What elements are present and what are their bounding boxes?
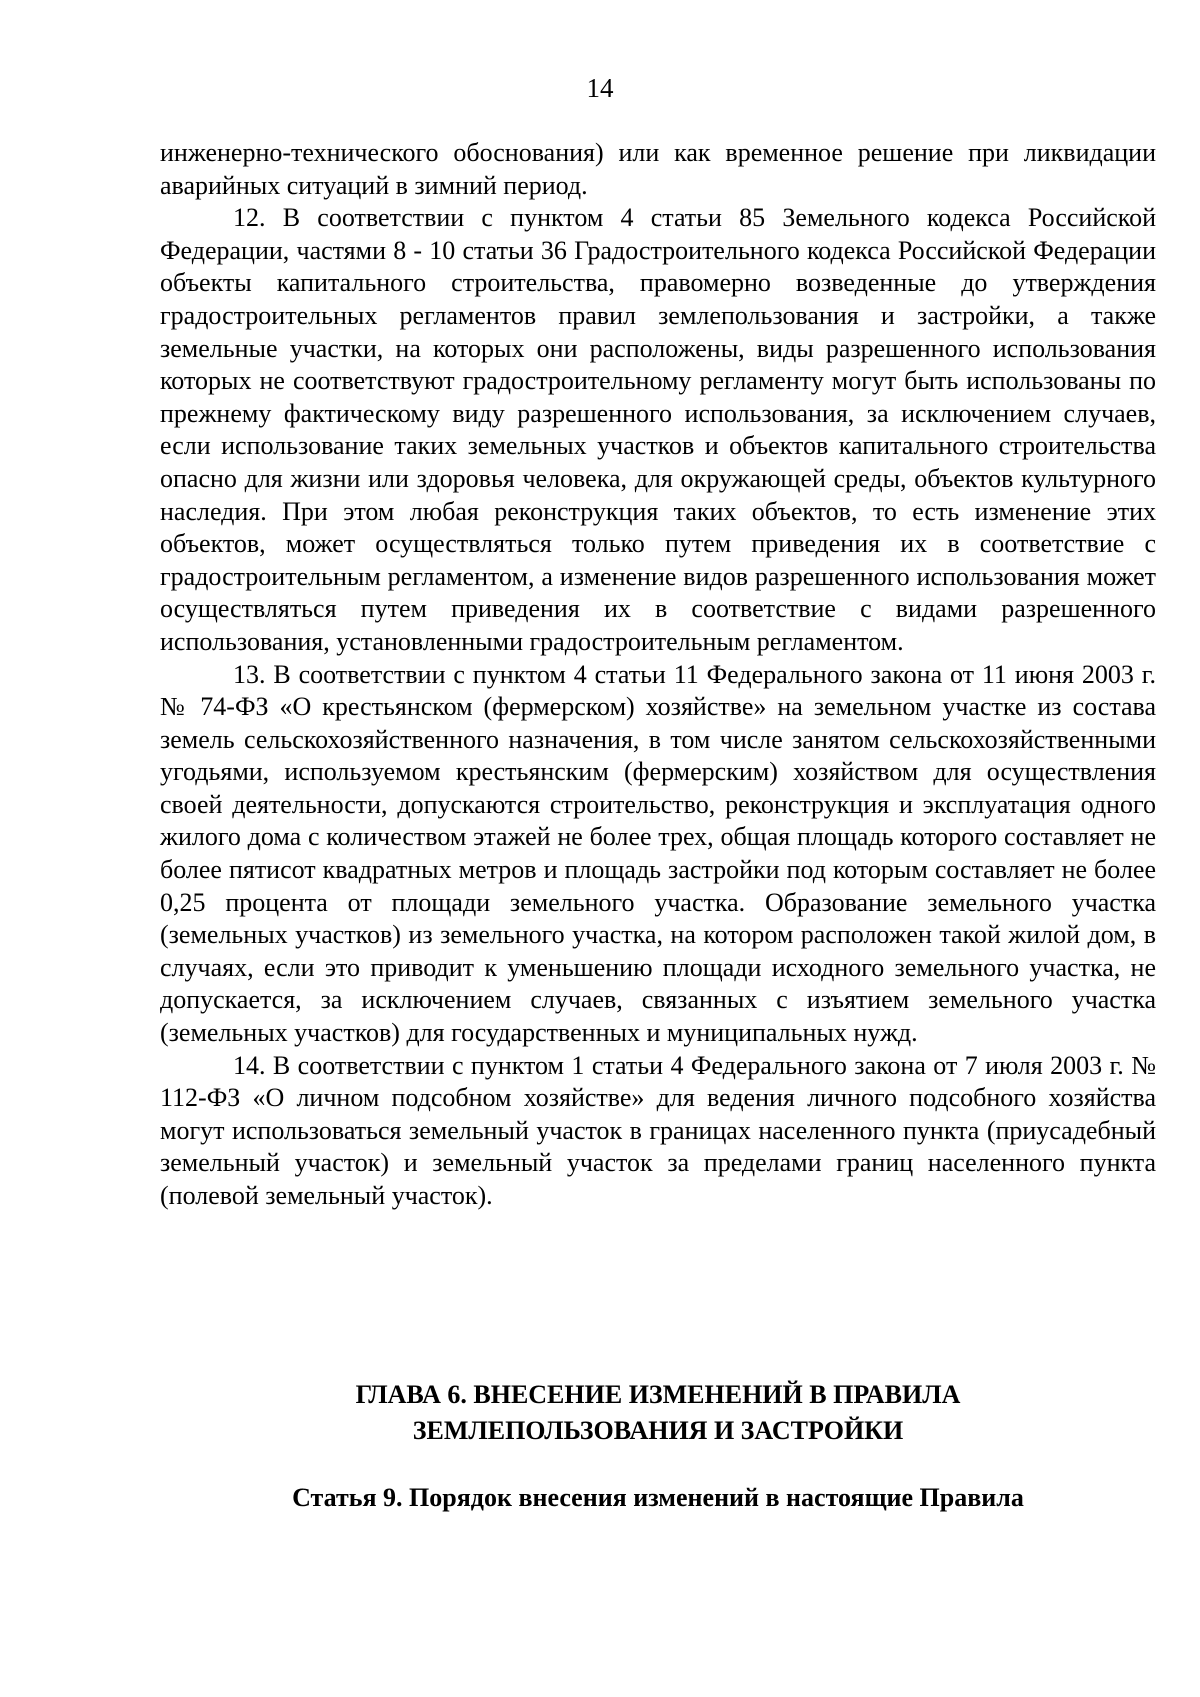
paragraph-14: 14. В соответствии с пунктом 1 статьи 4 Федерального закона от 7 июля 2003 г. № 112-ФЗ «О личном подсобном хозяйстве» для ведения личного подсобного хозяйства могут использоваться земельный участок в границах населенного пункта (приусадебный земельный участок) и земельный участок за пределами границ населенного пункта (полевой земельный участок).	[160, 1050, 1156, 1210]
chapter-heading	[160, 1377, 1156, 1449]
article-heading: Статья 9. Порядок внесения изменений в настоящие Правила	[292, 1483, 1024, 1512]
paragraph-12: 12. В соответствии с пунктом 4 статьи 85 Земельного кодекса Российской Федерации, частями 8 - 10 статьи 36 Градостроительного кодекса Российской Федерации объекты капитального строительства, правомерно возведенные до утверждения градостроительных регламентов правил землепользования и застройки, а также земельные участки, на которых они расположены, виды разрешенного использования которых не соответствуют градостроительному регламенту могут быть использованы по прежнему фактическому виду разрешенного использования, за исключением случаев, если использование таких земельных участков и объектов капитального строительства опасно для жизни или здоровья человека, для окружающей среды, объектов культурного наследия. При этом любая реконструкция таких объектов, то есть изменение этих объектов, может осуществляться только путем приведения их в соответствие с градостроительным регламентом, а изменение видов разрешенного использования может осуществляться путем приведения их в соответствие с видами разрешенного использования, установленными градостроительным регламентом.	[160, 203, 1156, 656]
page-number: 14	[586, 73, 614, 103]
paragraph-continuation: инженерно-технического обоснования) или как временное решение при ликвидации аварийных ситуаций в зимний период.	[160, 138, 1156, 200]
chapter-heading-line-1: ГЛАВА 6. ВНЕСЕНИЕ ИЗМЕНЕНИЙ В ПРАВИЛА	[355, 1380, 961, 1409]
paragraph-13: 13. В соответствии с пунктом 4 статьи 11 Федерального закона от 11 июня 2003 г. № 74-ФЗ «О крестьянском (фермерском) хозяйстве» на земельном участке из состава земель сельскохозяйственного назначения, в том числе занятом сельскохозяйственными угодьями, используемом крестьянским (фермерским) хозяйством для осуществления своей деятельности, допускаются строительство, реконструкция и эксплуатация одного жилого дома с количеством этажей не более трех, общая площадь которого составляет не более пятисот квадратных метров и площадь застройки под которым составляет не более 0,25 процента от площади земельного участка. Образование земельного участка (земельных участков) из земельного участка, на котором расположен такой жилой дом, в случаях, если это приводит к уменьшению площади исходного земельного участка, не допускается, за исключением случаев, связанных с изъятием земельного участка (земельных участков) для государственных и муниципальных нужд.	[160, 659, 1156, 1048]
chapter-heading-line-2: ЗЕМЛЕПОЛЬЗОВАНИЯ И ЗАСТРОЙКИ	[412, 1416, 904, 1445]
document-body	[160, 137, 1156, 1213]
